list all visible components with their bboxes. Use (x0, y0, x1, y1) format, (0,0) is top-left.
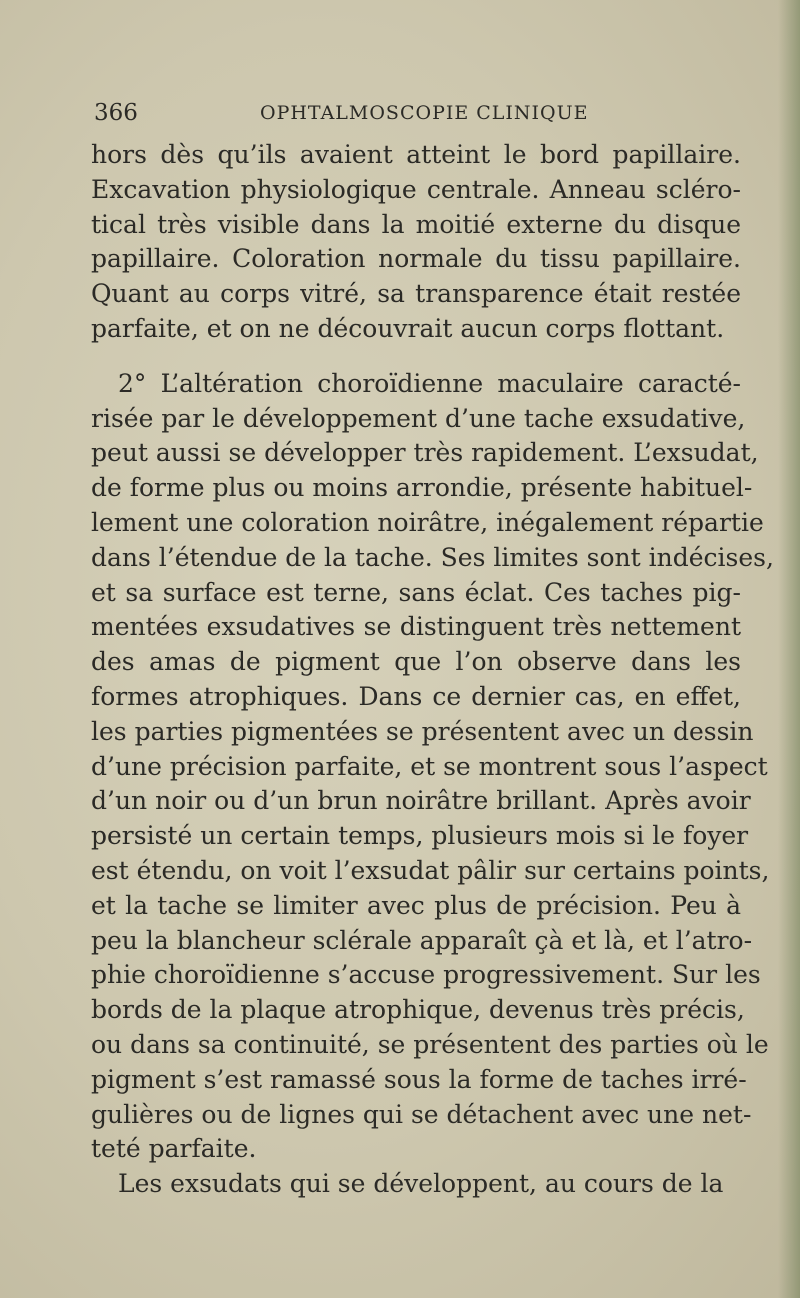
paragraph-start-line: 2° L’altération choroïdienne maculaire caracté- (118, 368, 741, 398)
text-line: tical très visible dans la moitié externe du disque (91, 209, 741, 239)
text-line: persisté un certain temps, plusieurs mois si le foyer (91, 821, 749, 851)
text-line: risée par le développement d’une tache exsudative, (91, 403, 746, 433)
text-line: d’une précision parfaite, et se montrent sous l’aspect (91, 751, 768, 781)
text-line: peut aussi se développer très rapidement. L’exsudat, (91, 438, 759, 468)
text-line: d’un noir ou d’un brun noirâtre brillant. Après avoir (91, 786, 751, 816)
text-line: pigment s’est ramassé sous la forme de taches irré- (91, 1064, 747, 1094)
body-text (91, 138, 774, 1202)
text-line: papillaire. Coloration normale du tissu papillaire. (91, 244, 741, 274)
paragraph-start-line: Les exsudats qui se développent, au cours de la (118, 1169, 724, 1199)
text-line: formes atrophiques. Dans ce dernier cas, en effet, (91, 681, 741, 711)
text-line: peu la blancheur sclérale apparaît çà et là, et l’atro- (91, 925, 753, 955)
text-line: et la tache se limiter avec plus de précision. Peu à (91, 890, 741, 920)
text-line: les parties pigmentées se présentent avec un dessin (91, 716, 754, 746)
running-title: OPHTALMOSCOPIE CLINIQUE (260, 102, 589, 124)
text-line: ou dans sa continuité, se présentent des parties où le (91, 1029, 769, 1059)
page-header (0, 96, 800, 136)
text-line: lement une coloration noirâtre, inégalement répartie (91, 507, 764, 537)
text-line: phie choroïdienne s’accuse progressivement. Sur les (91, 960, 761, 990)
text-line: de forme plus ou moins arrondie, présente habituel- (91, 473, 753, 503)
text-line: mentées exsudatives se distinguent très nettement (91, 612, 741, 642)
page-number: 366 (94, 100, 138, 126)
text-line: teté parfaite. (91, 1134, 257, 1164)
text-line: est étendu, on voit l’exsudat pâlir sur certains points, (91, 855, 770, 885)
page-edge-shadow (778, 0, 800, 1298)
text-line: Excavation physiologique centrale. Anneau scléro- (91, 174, 741, 204)
text-line: gulières ou de lignes qui se détachent avec une net- (91, 1099, 752, 1129)
text-line: des amas de pigment que l’on observe dans les (91, 647, 741, 677)
text-line: dans l’étendue de la tache. Ses limites sont indécises, (91, 542, 774, 572)
text-line: parfaite, et on ne découvrait aucun corps flottant. (91, 313, 725, 343)
text-line: bords de la plaque atrophique, devenus très précis, (91, 995, 745, 1025)
text-line: hors dès qu’ils avaient atteint le bord papillaire. (91, 140, 741, 169)
text-line: et sa surface est terne, sans éclat. Ces taches pig- (91, 577, 741, 607)
text-line: Quant au corps vitré, sa transparence était restée (91, 279, 741, 309)
